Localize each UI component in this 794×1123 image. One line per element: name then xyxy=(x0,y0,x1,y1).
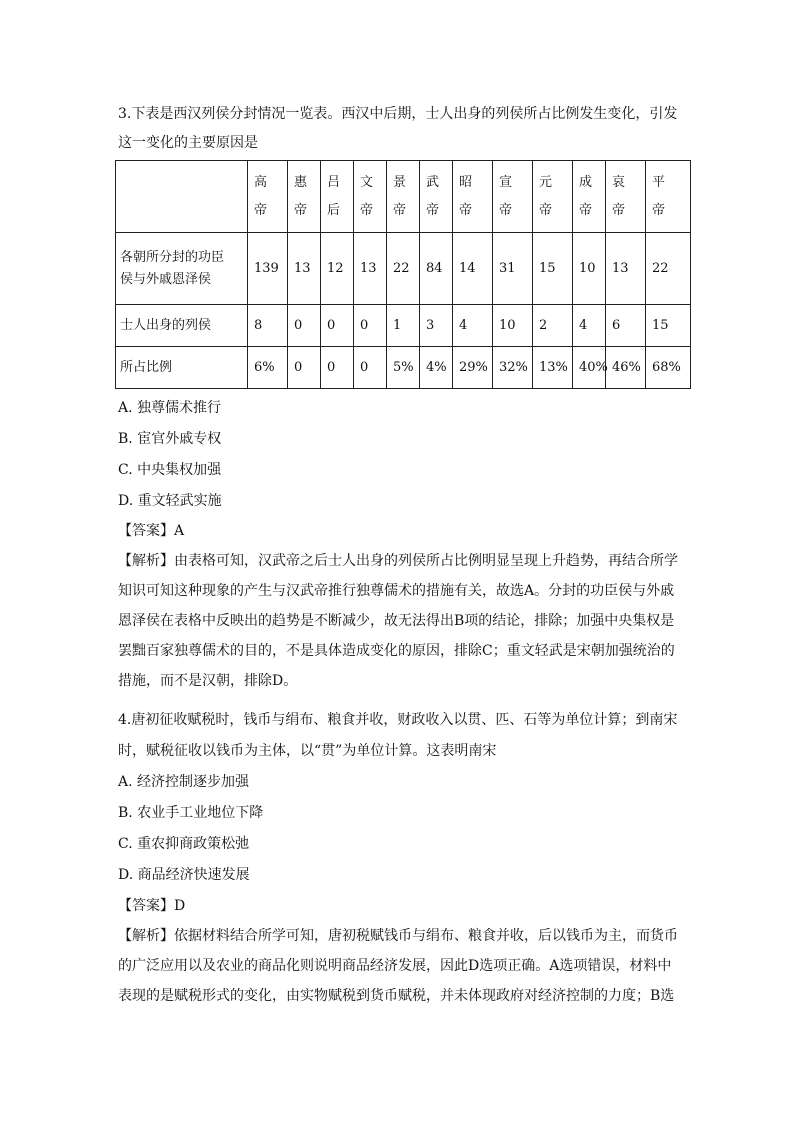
table-row xyxy=(116,233,691,305)
question-4-analysis-line: 表现的是赋税形式的变化，由实物赋税到货币赋税，并未体现政府对经济控制的力度；B选 xyxy=(118,988,675,1004)
question-3-stem-line-1: 3.下表是西汉列侯分封情况一览表。西汉中后期，士人出身的列侯所占比例发生变化，引发 xyxy=(118,106,678,122)
emperor-header: 哀 帝 xyxy=(606,161,646,233)
table-row xyxy=(116,347,691,389)
question-3-analysis-line: 【解析】由表格可知，汉武帝之后士人出身的列侯所占比例明显呈现上升趋势，再结合所学 xyxy=(118,553,678,569)
table-cell: 40% xyxy=(573,347,606,389)
table-cell: 13 xyxy=(606,233,646,305)
question-3-answer: 【答案】A xyxy=(118,523,185,539)
table-corner-cell xyxy=(116,161,248,233)
question-3-stem-line-2: 这一变化的主要原因是 xyxy=(118,135,258,151)
question-3-analysis-line: 罢黜百家独尊儒术的目的，不是具体造成变化的原因，排除C；重文轻武是宋朝加强统治的 xyxy=(118,643,675,659)
emperor-header: 成 帝 xyxy=(573,161,606,233)
emperor-header: 平 帝 xyxy=(646,161,691,233)
table-cell: 12 xyxy=(321,233,354,305)
question-3-analysis-line: 知识可知这种现象的产生与汉武帝推行独尊儒术的措施有关，故选A。分封的功臣侯与外戚 xyxy=(118,583,675,599)
question-4-option-b: B. 农业手工业地位下降 xyxy=(118,805,264,821)
table-cell: 13 xyxy=(288,233,321,305)
table-cell: 0 xyxy=(354,347,387,389)
table-cell: 1 xyxy=(387,305,420,347)
table-cell: 10 xyxy=(573,233,606,305)
row-label: 所占比例 xyxy=(116,347,248,389)
question-3-analysis-line: 恩泽侯在表格中反映出的趋势是不断减少，故无法得出B项的结论，排除；加强中央集权是 xyxy=(118,613,675,629)
table-cell: 29% xyxy=(453,347,493,389)
emperor-header: 吕 后 xyxy=(321,161,354,233)
table-cell: 8 xyxy=(248,305,288,347)
question-4-option-d: D. 商品经济快速发展 xyxy=(118,867,250,883)
table-cell: 13 xyxy=(354,233,387,305)
emperor-header: 元 帝 xyxy=(533,161,573,233)
table-cell: 13% xyxy=(533,347,573,389)
table-cell: 84 xyxy=(420,233,453,305)
question-4-stem-line-1: 4.唐初征收赋税时，钱币与绢布、粮食并收，财政收入以贯、匹、石等为单位计算；到南宋 xyxy=(118,712,678,728)
question-3-option-a: A. 独尊儒术推行 xyxy=(118,400,222,416)
question-4-stem-line-2: 时，赋税征收以钱币为主体，以“贯”为单位计算。这表明南宋 xyxy=(118,743,497,759)
emperor-header: 昭 帝 xyxy=(453,161,493,233)
table-cell: 5% xyxy=(387,347,420,389)
table-cell: 68% xyxy=(646,347,691,389)
table-cell: 32% xyxy=(493,347,533,389)
table-cell: 0 xyxy=(288,305,321,347)
question-3-option-b: B. 宦官外戚专权 xyxy=(118,431,222,447)
table-cell: 10 xyxy=(493,305,533,347)
table-row xyxy=(116,305,691,347)
question-4-option-c: C. 重农抑商政策松弛 xyxy=(118,836,250,852)
table-cell: 22 xyxy=(646,233,691,305)
row-label: 各朝所分封的功臣 侯与外戚恩泽侯 xyxy=(116,233,248,305)
emperor-header: 宣 帝 xyxy=(493,161,533,233)
row-label: 士人出身的列侯 xyxy=(116,305,248,347)
table-cell: 0 xyxy=(354,305,387,347)
marquis-enfeoffment-table xyxy=(115,160,691,389)
table-cell: 0 xyxy=(321,347,354,389)
table-cell: 6% xyxy=(248,347,288,389)
table-cell: 6 xyxy=(606,305,646,347)
table-cell: 3 xyxy=(420,305,453,347)
table-cell: 0 xyxy=(321,305,354,347)
table-cell: 4% xyxy=(420,347,453,389)
table-cell: 14 xyxy=(453,233,493,305)
question-3-option-d: D. 重文轻武实施 xyxy=(118,493,222,509)
table-cell: 4 xyxy=(453,305,493,347)
question-4-answer: 【答案】D xyxy=(118,898,186,914)
table-cell: 0 xyxy=(288,347,321,389)
question-4-analysis-line: 【解析】依据材料结合所学可知，唐初税赋钱币与绢布、粮食并收，后以钱币为主，而货币 xyxy=(118,928,678,944)
table-cell: 2 xyxy=(533,305,573,347)
question-4-analysis-line: 的广泛应用以及农业的商品化则说明商品经济发展，因此D选项正确。A选项错误，材料中 xyxy=(118,958,672,974)
table-cell: 15 xyxy=(533,233,573,305)
emperor-header: 武 帝 xyxy=(420,161,453,233)
table-cell: 15 xyxy=(646,305,691,347)
table-cell: 139 xyxy=(248,233,288,305)
question-4-option-a: A. 经济控制逐步加强 xyxy=(118,774,250,790)
question-3-option-c: C. 中央集权加强 xyxy=(118,462,222,478)
table-cell: 4 xyxy=(573,305,606,347)
table-header-row xyxy=(116,161,691,233)
table-cell: 22 xyxy=(387,233,420,305)
table-cell: 46% xyxy=(606,347,646,389)
emperor-header: 文 帝 xyxy=(354,161,387,233)
table-cell: 31 xyxy=(493,233,533,305)
emperor-header: 景 帝 xyxy=(387,161,420,233)
question-3-analysis-line: 措施，而不是汉朝，排除D。 xyxy=(118,673,298,689)
emperor-header: 高 帝 xyxy=(248,161,288,233)
emperor-header: 惠 帝 xyxy=(288,161,321,233)
